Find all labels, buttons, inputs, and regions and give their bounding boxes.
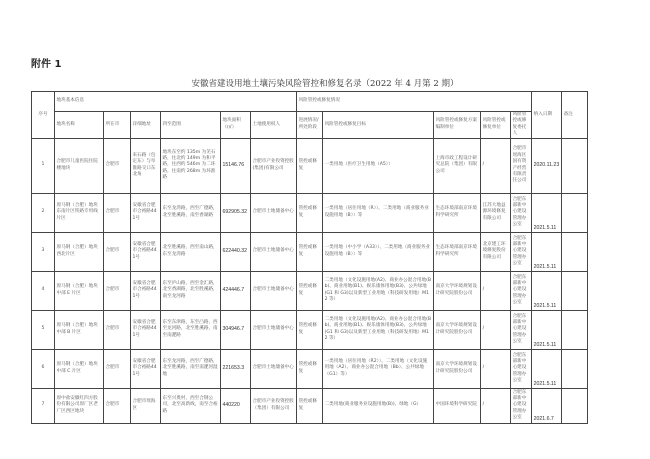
cell-target: 一类用地（居住用地（R2））、二类用地（文化设施用地（A2）、商业办公混合用地（Bb）、公共绿地（G1）等） <box>323 349 434 388</box>
cell-target: 一类用地（中小学（A33））、二类用地（商业服务业设施用地（B））等 <box>323 232 434 271</box>
cell-owner: 合肥市土地储备中心 <box>251 232 297 271</box>
header-owner: 土地使用权人 <box>251 112 297 139</box>
cell-plan-unit: 上海市政工程设计研究总院（集团）有限公司 <box>434 138 481 193</box>
cell-entrust: 合肥东部新中心建设管理办公室 <box>511 193 532 232</box>
cell-plan-unit: 中国环境科学研究院 <box>434 388 481 423</box>
header-exec-unit: 风险管控或修复单位 <box>481 112 511 139</box>
cell-target: 一类用地（居住用地（R））、二类用地（商业服务业设施用地（B））等 <box>323 193 434 232</box>
header-scope: 四至范围 <box>161 112 221 139</box>
cell-date-in: 2021.5.11 <box>532 271 562 310</box>
cell-exec-unit: / <box>481 271 511 310</box>
cell-plan-unit: 南京大学环境规划设计研究院股份公司 <box>434 310 481 349</box>
cell-name: 原马钢（合肥）地块中部 E 片区 <box>55 271 104 310</box>
cell-note <box>562 349 588 388</box>
table-row <box>32 349 588 388</box>
header-area: 地块面积（㎡） <box>221 112 251 139</box>
cell-stage: 管控或修复 <box>297 193 323 232</box>
cell-name: 原中盐安徽红四方股份有限公司原厂区老厂区西区地块 <box>55 388 104 423</box>
cell-city: 合肥市 <box>104 349 131 388</box>
cell-exec-unit: / <box>481 388 511 423</box>
cell-seq: 7 <box>32 388 55 423</box>
cell-scope: 东至东津路，东至凸路，西至龙河路，北至胜溪路，南至南淝路 <box>161 310 221 349</box>
cell-city: 合肥市 <box>104 388 131 423</box>
cell-address: 安徽省合肥市合裕路441号 <box>131 271 161 310</box>
header-entrust: 风险管控或修复委托人 <box>511 112 532 139</box>
document-title: 安徽省建设用地土壤污染风险管控和修复名录（2022 年 4 月第 2 期） <box>191 79 459 89</box>
table-row <box>32 271 588 310</box>
table-row <box>32 388 588 423</box>
header-note: 备注 <box>562 92 588 139</box>
cell-exec-unit: / <box>481 138 511 193</box>
header-date-in: 纳入日期 <box>532 92 562 139</box>
cell-address: 来石路（包定东）与阜淮路交口东北角 <box>131 138 161 193</box>
cell-name: 原马钢（合肥）地块东南片区铁路专用线片区 <box>55 193 104 232</box>
cell-target: 二类用地（文化设施用地(A2)、商业办公混合用地(Bb)、商业用地(B1)、娱乐康体用地(B3)、公共绿地(G1 和 G3)以及新型工业用地（科技研发用地）M12 等） <box>323 310 434 349</box>
header-risk-info: 风险管控或修复情况 <box>297 92 532 112</box>
cell-date-in: 2021.6.7 <box>532 388 562 423</box>
cell-owner: 合肥市土地储备中心 <box>251 349 297 388</box>
header-address: 详细地址 <box>131 112 161 139</box>
cell-target: 二类用地（文化设施用地(A2)、商业办公混合用地(Bb)、商业用地(B1)、娱乐康体用地(B3)、公共绿地(G1 和 G3)以及新型工业用地（科技研发用地）M12 等） <box>323 271 434 310</box>
cell-plan-unit: 南京大学环境规划设计研究院股份公司 <box>434 271 481 310</box>
cell-name: 原马钢（合肥）地块中部 C 片区 <box>55 349 104 388</box>
cell-area: 15146.76 <box>221 138 251 193</box>
cell-plan-unit: 南京大学环境规划设计研究院股份公司 <box>434 349 481 388</box>
cell-owner: 合肥市土地储备中心 <box>251 193 297 232</box>
cell-date-in: 2021.5.11 <box>532 193 562 232</box>
cell-name: 原马钢（合肥）地块西北片区 <box>55 232 104 271</box>
cell-scope: 东至龙湾路，西至广德路，北至胜溪路，南至香湖路 <box>161 193 221 232</box>
cell-owner: 合肥市产业投资控股(集团)有限公司 <box>251 138 297 193</box>
cell-scope: 东至庐山路，西至金汇路，北至香湖路，北至胜溪路，南至龙河路 <box>161 271 221 310</box>
cell-area: 622440.32 <box>221 232 251 271</box>
table-row <box>32 232 588 271</box>
cell-entrust: 合肥东部新中心建设管理办公室 <box>511 232 532 271</box>
cell-target: 一类用地（医疗卫生用地（A5）） <box>323 138 434 193</box>
cell-address: 安徽省合肥市合裕路441号 <box>131 310 161 349</box>
group-header-row <box>32 92 588 112</box>
cell-entrust: 合肥东部新中心建设管理办公室 <box>511 310 532 349</box>
table-row <box>32 310 588 349</box>
cell-plan-unit: 生态环境部南京环境科学研究所 <box>434 232 481 271</box>
cell-stage: 管控或修复 <box>297 271 323 310</box>
header-stage: 进展情况/所处阶段 <box>297 112 323 139</box>
cell-scope: 东至兴奥村，西至合钢公司，北至高新线，南至合裕路 <box>161 388 221 423</box>
cell-area: 692905.32 <box>221 193 251 232</box>
cell-exec-unit: 北京建工环境修复股份有限公司 <box>481 232 511 271</box>
cell-name: 原马钢（合肥）地块中部 B 片区 <box>55 310 104 349</box>
cell-city: 合肥市 <box>104 271 131 310</box>
cell-note <box>562 310 588 349</box>
cell-target: 二类用地(商业服务业设施用地(B))、绿地（G） <box>323 388 434 423</box>
cell-entrust: 合肥市瑶海区国有资产经营有限责任公司 <box>511 138 532 193</box>
cell-area: 440220 <box>221 388 251 423</box>
cell-seq: 1 <box>32 138 55 193</box>
cell-seq: 4 <box>32 271 55 310</box>
cell-address: 安徽省合肥市合裕路441号 <box>131 349 161 388</box>
cell-exec-unit: / <box>481 310 511 349</box>
cell-stage: 管控或修复 <box>297 349 323 388</box>
cell-date-in: 2020.11.23 <box>532 138 562 193</box>
cell-seq: 3 <box>32 232 55 271</box>
cell-exec-unit: 江苏大地益源环境修复有限公司 <box>481 193 511 232</box>
cell-note <box>562 388 588 423</box>
cell-date-in: 2021.5.11 <box>532 310 562 349</box>
cell-date-in: 2021.5.11 <box>532 349 562 388</box>
cell-exec-unit: / <box>481 349 511 388</box>
cell-stage: 管控或修复 <box>297 232 323 271</box>
cell-seq: 5 <box>32 310 55 349</box>
cell-entrust: 合肥东部新中心建设管理办公室 <box>511 388 532 423</box>
cell-date-in: 2021.5.11 <box>532 232 562 271</box>
remediation-list-table <box>31 91 588 424</box>
header-target: 风险管控或修复目标 <box>323 112 434 139</box>
cell-city: 合肥市 <box>104 138 131 193</box>
cell-city: 合肥市 <box>104 310 131 349</box>
cell-city: 合肥市 <box>104 193 131 232</box>
cell-owner: 合肥市土地储备中心 <box>251 310 297 349</box>
header-city: 所在市 <box>104 112 131 139</box>
cell-note <box>562 271 588 310</box>
cell-area: 221653.3 <box>221 349 251 388</box>
cell-seq: 2 <box>32 193 55 232</box>
cell-note <box>562 232 588 271</box>
cell-scope: 东至龙河路，西至广德路，北至胜溪路，南至南淝河湿地 <box>161 349 221 388</box>
cell-stage: 管控或修复 <box>297 388 323 423</box>
cell-note <box>562 138 588 193</box>
cell-city: 合肥市 <box>104 232 131 271</box>
cell-owner: 合肥市产业投资控股（集团）有限公司 <box>251 388 297 423</box>
header-seq: 序号 <box>32 92 55 139</box>
cell-scope: 北至胜溪路，西至南山路，东至龙湾路 <box>161 232 221 271</box>
cell-stage: 管控或修复 <box>297 310 323 349</box>
cell-entrust: 合肥东部新中心建设管理办公室 <box>511 349 532 388</box>
cell-name: 合肥市儿童医院住院楼地块 <box>55 138 104 193</box>
cell-owner: 合肥市土地储备中心 <box>251 271 297 310</box>
table-row <box>32 193 588 232</box>
header-name: 地块名称 <box>55 112 104 139</box>
cell-plan-unit: 生态环境部南京环境科学研究所 <box>434 193 481 232</box>
cell-note <box>562 193 588 232</box>
header-plan-unit: 风险管控或修复方案编制单位 <box>434 112 481 139</box>
cell-address: 合肥市瑶海区 <box>131 388 161 423</box>
cell-area: 424446.7 <box>221 271 251 310</box>
table-row <box>32 138 588 193</box>
cell-scope: 地块东至约 135m 为芜石路，往北约 149m 为和平路，往西约 546m 为二环路，往南约 268m 为环淮路 <box>161 138 221 193</box>
column-header-row <box>32 112 588 139</box>
cell-address: 安徽省合肥市合裕路441号 <box>131 193 161 232</box>
header-basic-info: 地块基本信息 <box>55 92 297 112</box>
cell-address: 安徽省合肥市合裕路441号 <box>131 232 161 271</box>
cell-area: 304946.7 <box>221 310 251 349</box>
attachment-label: 附件 1 <box>31 59 62 70</box>
cell-entrust: 合肥东部新中心建设管理办公室 <box>511 271 532 310</box>
cell-seq: 6 <box>32 349 55 388</box>
cell-stage: 管控或修复 <box>297 138 323 193</box>
